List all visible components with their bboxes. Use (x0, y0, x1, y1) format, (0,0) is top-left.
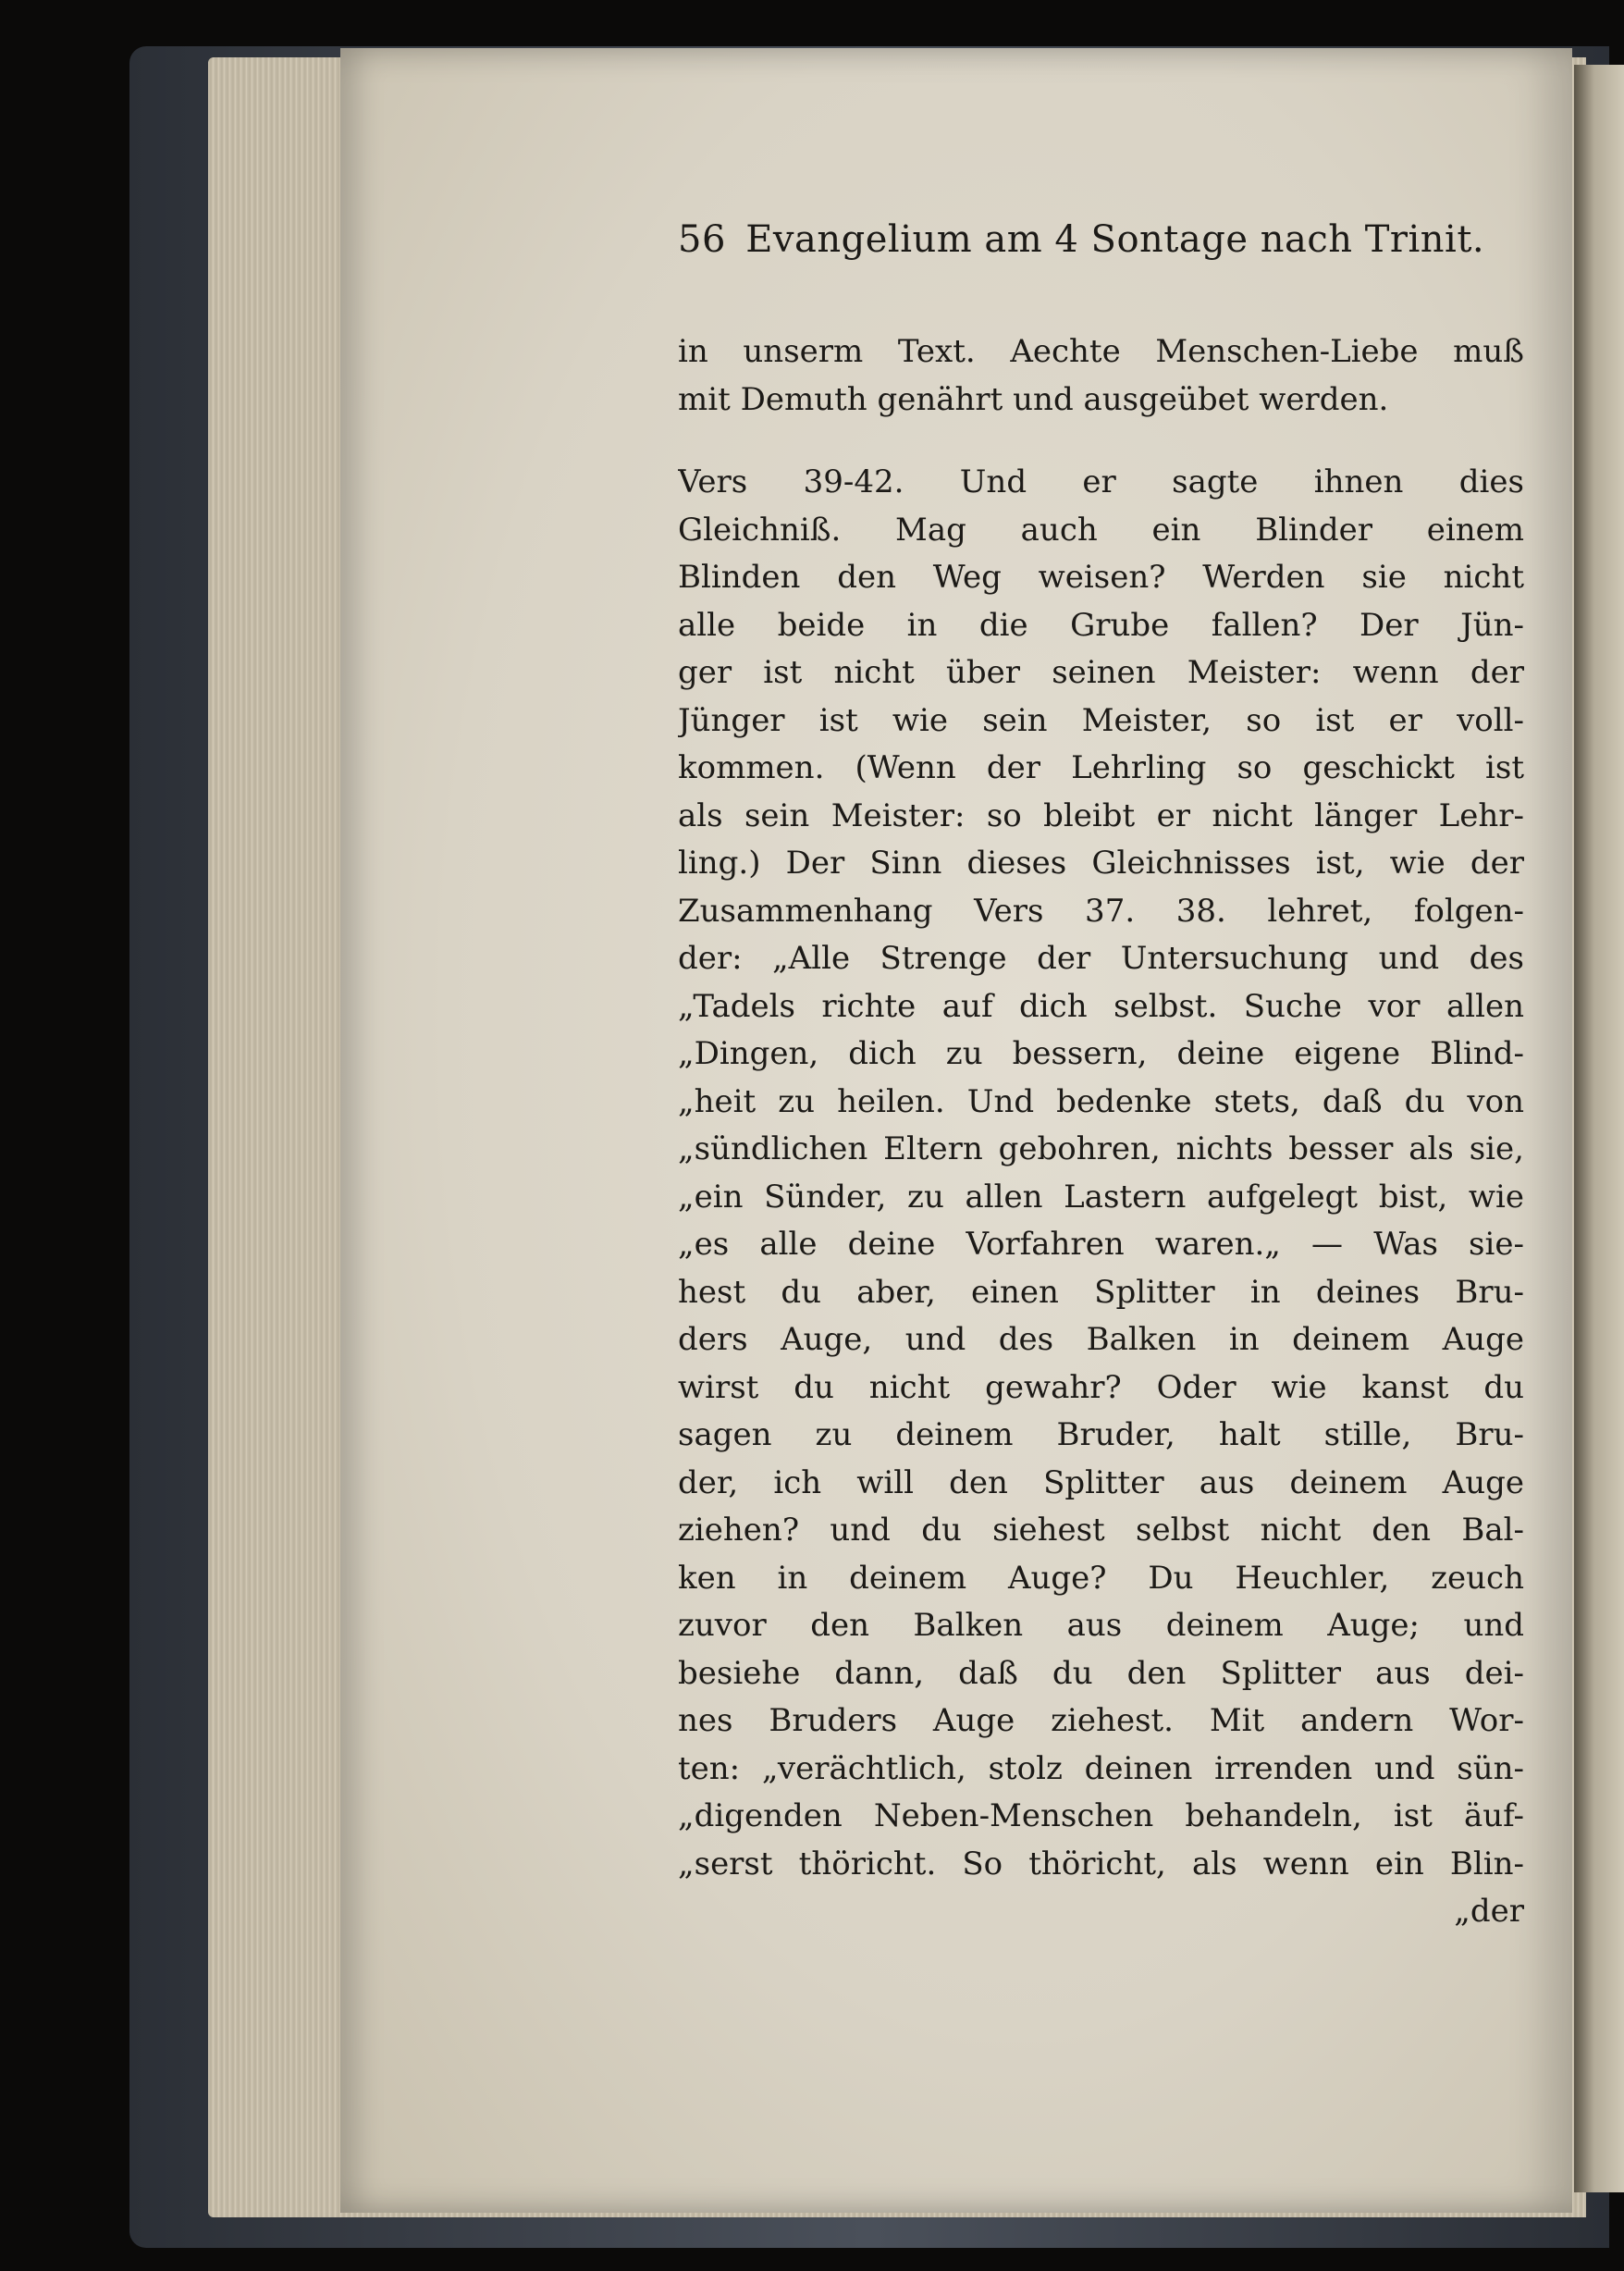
text-line: „ein Sünder, zu allen Lastern aufgelegt bist, wie (678, 1178, 1524, 1216)
text-line: ders Auge, und des Balken in deinem Auge (678, 1321, 1524, 1358)
text-line: „es alle deine Vorfahren waren.„ — Was sie- (678, 1226, 1524, 1263)
text-line: Vers 39-42. Und er sagte ihnen dies (678, 463, 1524, 500)
text-line: ger ist nicht über seinen Meister: wenn der (678, 654, 1524, 691)
text-line: Jünger ist wie sein Meister, so ist er voll- (678, 701, 1524, 739)
text-line: ziehen? und du siehest selbst nicht den Bal- (678, 1512, 1524, 1549)
text-line: „heit zu heilen. Und bedenke stets, daß du von (678, 1082, 1524, 1120)
text-line: nes Bruders Auge ziehest. Mit andern Wor- (678, 1702, 1524, 1739)
text-line: wirst du nicht gewahr? Oder wie kanst du (678, 1368, 1524, 1406)
text-line: ling.) Der Sinn dieses Gleichnisses ist, wie der (678, 845, 1524, 882)
text-line: „Dingen, dich zu bessern, deine eigene Blind- (678, 1035, 1524, 1072)
text-line: hest du aber, einen Splitter in deines Bru- (678, 1273, 1524, 1311)
text-line: in unserm Text. Aechte Menschen-Liebe muß (678, 333, 1524, 370)
text-line: besiehe dann, daß du den Splitter aus dei- (678, 1654, 1524, 1692)
text-line: Zusammenhang Vers 37. 38. lehret, folgen- (678, 892, 1524, 930)
text-line: „serst thöricht. So thöricht, als wenn ein Blin- (678, 1845, 1524, 1882)
page-number: 56 (678, 218, 726, 261)
text-line: Blinden den Weg weisen? Werden sie nicht (678, 559, 1524, 596)
text-line: Gleichniß. Mag auch ein Blinder einem (678, 511, 1524, 549)
page-body (678, 328, 1524, 1936)
text-line: alle beide in die Grube fallen? Der Jün- (678, 606, 1524, 644)
facing-page-edge (1574, 65, 1624, 2192)
text-line: mit Demuth genährt und ausgeübet werden. (678, 380, 1389, 418)
running-header (678, 218, 1529, 274)
text-line: ken in deinem Auge? Du Heuchler, zeuch (678, 1559, 1524, 1597)
text-line: zuvor den Balken aus deinem Auge; und (678, 1607, 1524, 1644)
text-line: „Tadels richte auf dich selbst. Suche vor allen (678, 987, 1524, 1025)
text-line: „digenden Neben-Menschen behandeln, ist äuf- (678, 1797, 1524, 1834)
text-line: „sündlichen Eltern gebohren, nichts besser als sie, (678, 1130, 1524, 1167)
text-line: ten: „verächtlich, stolz deinen irrenden und sün- (678, 1749, 1524, 1787)
text-line: kommen. (Wenn der Lehrling so geschickt ist (678, 749, 1524, 786)
text-line: als sein Meister: so bleibt er nicht länger Lehr- (678, 796, 1524, 834)
text-line: sagen zu deinem Bruder, halt stille, Bru- (678, 1416, 1524, 1453)
running-title: Evangelium am 4 Sontage nach Trinit. (745, 218, 1485, 261)
catchword: „der (1454, 1893, 1524, 1930)
text-line: der, ich will den Splitter aus deinem Auge (678, 1463, 1524, 1501)
text-line: der: „Alle Strenge der Untersuchung und des (678, 940, 1524, 977)
